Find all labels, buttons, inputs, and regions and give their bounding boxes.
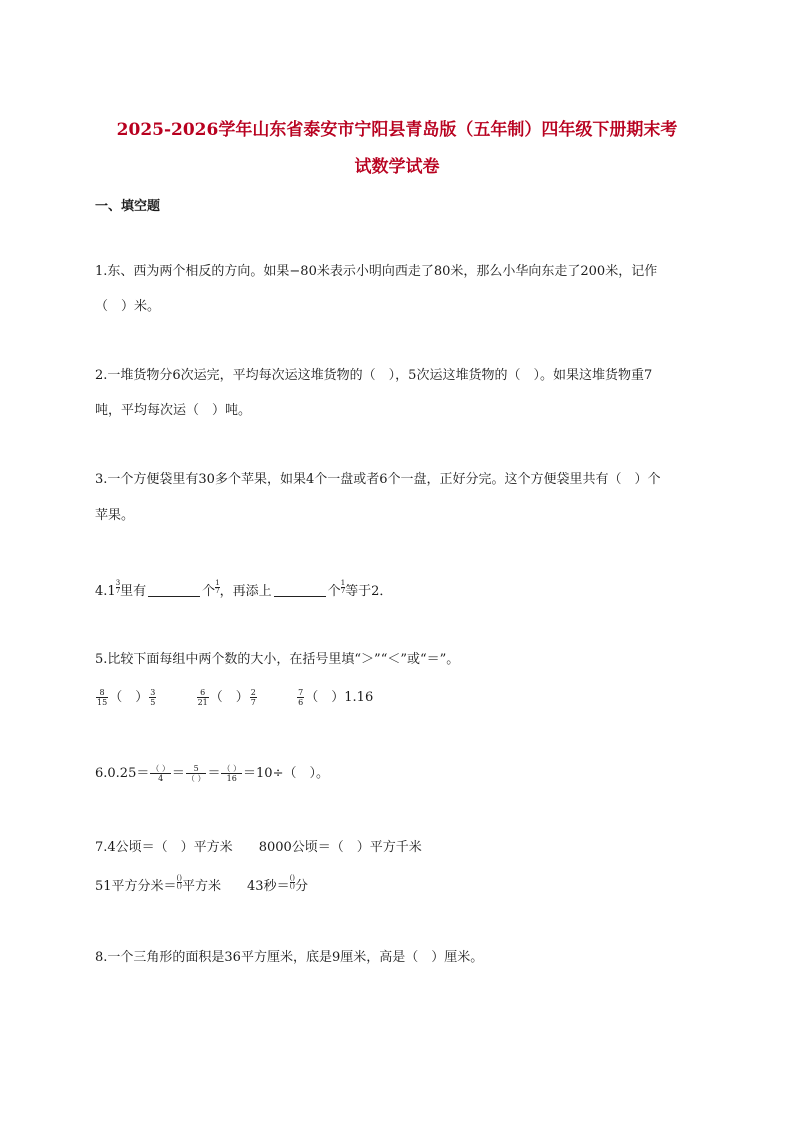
q4-prefix: 4.1 xyxy=(95,584,116,599)
question-5-comparisons xyxy=(95,688,373,708)
question-8-line-1: 8.一个三角形的面积是36平方厘米，底是9厘米，高是（ ）厘米。 xyxy=(95,950,484,965)
q7-fraction-d: $\frac{()}{()}$ xyxy=(289,874,296,890)
q5-g2-right-fraction: $\frac{2}{7}$ xyxy=(250,688,256,707)
question-5-line-1: 5.比较下面每组中两个数的大小，在括号里填“＞”“＜”或“＝”。 xyxy=(95,652,460,667)
exam-title xyxy=(70,112,724,186)
q7-fraction-c: $\frac{()}{()}$ xyxy=(176,874,183,890)
q4-fraction-1: $\frac{3}{7}$ xyxy=(115,579,121,595)
q5-g3-bracket[interactable]: （ ） xyxy=(305,690,345,705)
question-1-line-1: 1.东、西为两个相反的方向。如果−80米表示小明向西走了80米，那么小华向东走了200米，记作 xyxy=(95,264,658,279)
title-line-2: 试数学试卷 xyxy=(354,157,440,177)
q5-g2-bracket[interactable]: （ ） xyxy=(209,690,249,705)
q7-part-a: 7.4公顷＝（ ）平方米 xyxy=(95,840,233,855)
q6-fraction-3: $\frac{( )}{16}$ xyxy=(222,764,242,783)
q4-fraction-3: $\frac{1}{7}$ xyxy=(340,579,346,595)
question-7-line-1 xyxy=(95,838,422,858)
question-3-line-2: 苹果。 xyxy=(95,508,135,523)
title-line-1: 2025-2026学年山东省泰安市宁阳县青岛版（五年制）四年级下册期末考 xyxy=(116,120,678,140)
q4-fraction-2: $\frac{1}{7}$ xyxy=(215,579,220,595)
question-1-line-2: （ ）米。 xyxy=(95,299,161,314)
q6-fraction-2: $\frac{5}{( )}$ xyxy=(186,764,206,783)
q5-g3-right-value: 1.16 xyxy=(344,690,374,705)
q5-g1-bracket[interactable]: （ ） xyxy=(109,690,149,705)
q4-answer-blank-1[interactable] xyxy=(148,582,200,597)
question-3-line-1: 3.一个方便袋里有30多个苹果，如果4个一盘或者6个一盘，正好分完。这个方便袋里共有（ ）个 xyxy=(95,472,661,487)
question-7-line-2: 51平方分米＝ $\frac{()}{()}$ 平方米 43秒＝ $\frac{()}{()}$ 分 xyxy=(95,874,309,894)
question-2-line-2: 吨，平均每次运（ ）吨。 xyxy=(95,403,252,418)
question-6: 6.0.25＝ $\frac{( )}{4}$ ＝ $\frac{5}{( )}$ ＝ $\frac{( )}{16}$ ＝10÷（ ）。 xyxy=(95,764,329,783)
section-heading: 一、填空题 xyxy=(95,199,161,214)
q5-g3-left-fraction: $\frac{7}{6}$ xyxy=(298,688,304,707)
q7-part-b: 8000公顷＝（ ）平方千米 xyxy=(258,840,422,855)
q5-g1-left-fraction: $\frac{8}{15}$ xyxy=(97,688,108,707)
q6-fraction-1: $\frac{( )}{4}$ xyxy=(151,764,170,783)
q5-g1-right-fraction: $\frac{3}{5}$ xyxy=(150,688,156,707)
q4-answer-blank-2[interactable] xyxy=(274,582,326,597)
question-2-line-1: 2.一堆货物分6次运完，平均每次运这堆货物的（ ），5次运这堆货物的（ ）。如果这堆货物重7 xyxy=(95,368,653,383)
q5-g2-left-fraction: $\frac{6}{21}$ xyxy=(197,688,208,707)
question-4: 4.1 $\frac{3}{7}$ 里有 个 $\frac{1}{7}$ ，再添上 个 $\frac{1}{7}$ 等于2． xyxy=(95,579,393,599)
